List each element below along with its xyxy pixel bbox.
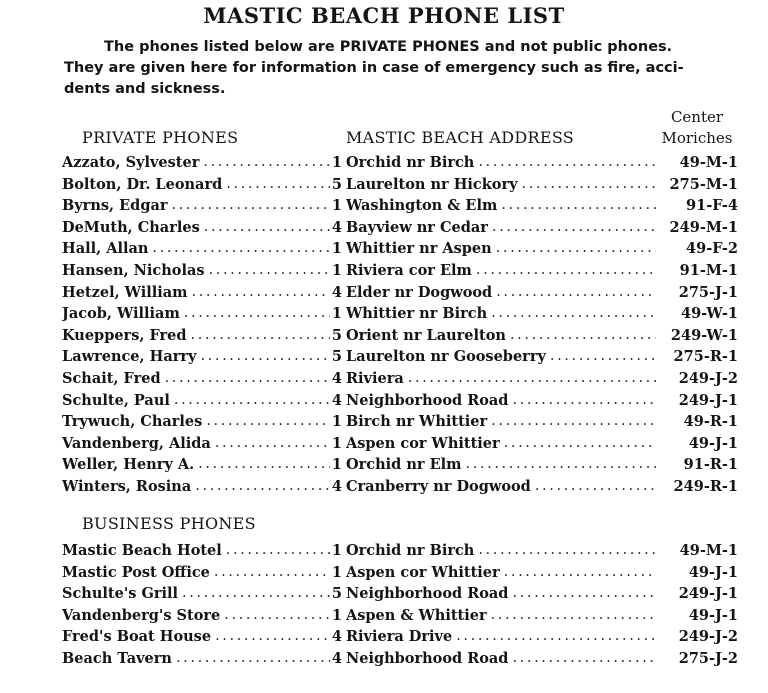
entry-code: 5 [331, 175, 342, 193]
entry-phone-number: 49-F-2 [686, 240, 738, 258]
entry-code: 1 [331, 240, 342, 258]
entry-name-text: Vandenberg's Store [62, 606, 221, 624]
entry-code: 4 [331, 477, 342, 495]
entry-name-text: Hansen, Nicholas [62, 261, 205, 279]
entry-address-text: Riviera Drive [346, 628, 453, 646]
list-item [62, 368, 738, 390]
list-item [62, 346, 738, 368]
list-item [62, 282, 738, 304]
leader-dots [510, 325, 656, 347]
leader-dots [491, 411, 656, 433]
list-item [62, 562, 738, 584]
entry-address [346, 476, 656, 498]
leader-dots [215, 626, 330, 648]
list-item [62, 605, 738, 627]
private-phones-header: PRIVATE PHONES [82, 128, 239, 147]
entry-name-text: Kueppers, Fred [62, 326, 187, 344]
entry-name [62, 238, 330, 260]
entry-address [346, 626, 656, 648]
entry-address [346, 540, 656, 562]
entry-phone-number: 49-M-1 [679, 542, 738, 559]
entry-name [62, 325, 330, 347]
business-phones-list [62, 540, 738, 670]
entry-phone-number: 91-F-4 [686, 197, 738, 215]
entry-code: 1 [331, 434, 342, 452]
leader-dots [226, 174, 330, 196]
entry-name [62, 217, 330, 239]
leader-dots [501, 195, 656, 217]
entry-address-text: Washington & Elm [346, 197, 498, 215]
entry-phone-number: 249-J-1 [678, 585, 738, 603]
leader-dots [214, 562, 330, 584]
entry-name-text: Jacob, William [62, 305, 180, 323]
leader-dots [152, 238, 330, 260]
entry-address-text: Orchid nr Birch [346, 542, 475, 559]
leader-dots [504, 433, 656, 455]
leader-dots [209, 260, 330, 282]
list-item [62, 626, 738, 648]
entry-phone-number: 275-J-2 [678, 649, 738, 667]
entry-phone-number: 249-J-2 [678, 369, 738, 387]
entry-address [346, 411, 656, 433]
entry-code: 1 [331, 154, 342, 171]
entry-code: 5 [331, 326, 342, 344]
entry-name-text: Mastic Post Office [62, 563, 210, 581]
list-item [62, 583, 738, 605]
entry-phone-number: 249-J-2 [678, 628, 738, 646]
list-item [62, 540, 738, 562]
entry-address-text: Riviera [346, 369, 404, 387]
list-item [62, 238, 738, 260]
entry-code: 4 [331, 369, 342, 387]
entry-address [346, 454, 656, 476]
entry-address [346, 303, 656, 325]
entry-code: 4 [331, 218, 342, 236]
entry-address [346, 605, 656, 627]
entry-phone-number: 91-M-1 [679, 261, 738, 279]
entry-name-text: Mastic Beach Hotel [62, 542, 222, 559]
entry-address-text: Birch nr Whittier [346, 413, 488, 431]
entry-address-text: Aspen cor Whittier [346, 434, 500, 452]
entry-address [346, 238, 656, 260]
entry-code: 1 [331, 456, 342, 474]
entry-name-text: Schait, Fred [62, 369, 161, 387]
exchange-header-line-1: Center [670, 108, 724, 126]
leader-dots [191, 325, 331, 347]
entry-name [62, 282, 330, 304]
leader-dots [204, 217, 330, 239]
leader-dots [226, 540, 330, 562]
entry-phone-number: 49-W-1 [680, 305, 738, 323]
leader-dots [512, 648, 656, 670]
leader-dots [512, 583, 656, 605]
entry-name-text: Byrns, Edgar [62, 197, 168, 215]
entry-address-text: Orient nr Laurelton [346, 326, 506, 344]
business-phones-header: BUSINESS PHONES [82, 514, 256, 533]
entry-name [62, 174, 330, 196]
leader-dots [182, 583, 330, 605]
entry-address [346, 195, 656, 217]
entry-phone-number: 91-R-1 [683, 456, 738, 474]
entry-address-text: Cranberry nr Dogwood [346, 477, 531, 495]
entry-address-text: Bayview nr Cedar [346, 218, 488, 236]
entry-address-text: Orchid nr Birch [346, 154, 475, 171]
entry-name-text: Vandenberg, Alida [62, 434, 211, 452]
entry-code: 5 [331, 585, 342, 603]
entry-address-text: Orchid nr Elm [346, 456, 462, 474]
leader-dots [496, 238, 656, 260]
entry-name [62, 648, 330, 670]
leader-dots [195, 476, 330, 498]
leader-dots [496, 282, 656, 304]
entry-code: 1 [331, 542, 342, 559]
leader-dots [522, 174, 656, 196]
entry-name-text: DeMuth, Charles [62, 218, 200, 236]
entry-name-text: Lawrence, Harry [62, 348, 197, 366]
leader-dots [200, 346, 330, 368]
leader-dots [535, 476, 656, 498]
leader-dots [476, 260, 656, 282]
entry-phone-number: 249-J-1 [678, 391, 738, 409]
intro-paragraph [64, 37, 744, 100]
list-item [62, 174, 738, 196]
entry-name-text: Beach Tavern [62, 649, 172, 667]
entry-address-text: Aspen cor Whittier [346, 563, 500, 581]
entry-name [62, 605, 330, 627]
entry-code: 4 [331, 649, 342, 667]
entry-address-text: Laurelton nr Gooseberry [346, 348, 546, 366]
entry-name [62, 260, 330, 282]
leader-dots [504, 562, 656, 584]
entry-address-text: Neighborhood Road [346, 649, 509, 667]
entry-name-text: Schulte's Grill [62, 585, 179, 603]
entry-phone-number: 249-W-1 [670, 326, 738, 344]
entry-address-text: Riviera cor Elm [346, 261, 472, 279]
entry-address [346, 648, 656, 670]
list-item [62, 433, 738, 455]
leader-dots [206, 411, 330, 433]
entry-code: 1 [331, 563, 342, 581]
entry-name [62, 195, 330, 217]
entry-name-text: Hetzel, William [62, 283, 188, 301]
entry-name-text: Hall, Allan [62, 240, 149, 258]
entry-name-text: Fred's Boat House [62, 628, 212, 646]
entry-name-text: Bolton, Dr. Leonard [62, 175, 223, 193]
entry-name-text: Trywuch, Charles [62, 413, 203, 431]
list-item [62, 195, 738, 217]
leader-dots [465, 454, 656, 476]
entry-address [346, 390, 656, 412]
entry-phone-number: 275-M-1 [669, 175, 738, 193]
list-item [62, 454, 738, 476]
entry-name [62, 303, 330, 325]
entry-name [62, 626, 330, 648]
leader-dots [512, 390, 656, 412]
entry-address-text: Neighborhood Road [346, 391, 509, 409]
entry-address-text: Whittier nr Aspen [346, 240, 492, 258]
entry-code: 4 [331, 628, 342, 646]
page-title: MASTIC BEACH PHONE LIST [203, 3, 565, 28]
entry-phone-number: 249-R-1 [673, 477, 738, 495]
entry-name [62, 433, 330, 455]
leader-dots [176, 648, 330, 670]
leader-dots [215, 433, 330, 455]
list-item [62, 390, 738, 412]
list-item [62, 217, 738, 239]
entry-address [346, 260, 656, 282]
entry-code: 1 [331, 197, 342, 215]
exchange-column-header [656, 107, 738, 149]
entry-name [62, 390, 330, 412]
leader-dots [478, 540, 656, 562]
entry-address [346, 433, 656, 455]
entry-name [62, 152, 330, 174]
entry-phone-number: 49-R-1 [683, 413, 738, 431]
entry-name [62, 540, 330, 562]
entry-name-text: Winters, Rosina [62, 477, 192, 495]
list-item [62, 411, 738, 433]
entry-code: 4 [331, 283, 342, 301]
entry-name [62, 562, 330, 584]
entry-name [62, 411, 330, 433]
entry-address [346, 583, 656, 605]
entry-code: 1 [331, 261, 342, 279]
list-item [62, 152, 738, 174]
leader-dots [408, 368, 656, 390]
intro-line-1: The phones listed below are PRIVATE PHONES and not public phones. [104, 39, 673, 55]
leader-dots [478, 152, 656, 174]
entry-name [62, 368, 330, 390]
entry-code: 4 [331, 391, 342, 409]
entry-name-text: Weller, Henry A. [62, 456, 195, 474]
entry-address [346, 282, 656, 304]
entry-address [346, 174, 656, 196]
entry-phone-number: 275-R-1 [673, 348, 738, 366]
private-phones-list [62, 152, 738, 498]
entry-address-text: Whittier nr Birch [346, 305, 488, 323]
entry-phone-number: 49-J-1 [688, 563, 738, 581]
leader-dots [174, 390, 330, 412]
entry-name [62, 454, 330, 476]
entry-phone-number: 49-J-1 [688, 606, 738, 624]
entry-address-text: Laurelton nr Hickory [346, 175, 518, 193]
list-item [62, 260, 738, 282]
leader-dots [492, 217, 656, 239]
entry-address-text: Neighborhood Road [346, 585, 509, 603]
list-item [62, 325, 738, 347]
leader-dots [165, 368, 330, 390]
entry-address [346, 325, 656, 347]
leader-dots [198, 454, 330, 476]
entry-address-text: Elder nr Dogwood [346, 283, 493, 301]
entry-name-text: Azzato, Sylvester [62, 154, 200, 171]
leader-dots [172, 195, 331, 217]
intro-line-2: They are given here for information in case of emergency such as fire, acci- [64, 60, 684, 76]
address-column-header: MASTIC BEACH ADDRESS [346, 128, 575, 147]
entry-name [62, 583, 330, 605]
list-item [62, 476, 738, 498]
entry-address [346, 562, 656, 584]
leader-dots [203, 152, 330, 174]
entry-phone-number: 49-M-1 [679, 154, 738, 171]
list-item [62, 303, 738, 325]
leader-dots [456, 626, 656, 648]
entry-code: 1 [331, 413, 342, 431]
entry-name [62, 476, 330, 498]
entry-code: 1 [331, 606, 342, 624]
entry-phone-number: 249-M-1 [669, 218, 738, 236]
entry-address [346, 152, 656, 174]
entry-code: 1 [331, 305, 342, 323]
leader-dots [184, 303, 330, 325]
entry-address-text: Aspen & Whittier [346, 606, 487, 624]
leader-dots [224, 605, 330, 627]
leader-dots [550, 346, 656, 368]
entry-name [62, 346, 330, 368]
intro-line-3: dents and sickness. [64, 81, 226, 97]
entry-address [346, 368, 656, 390]
exchange-header-line-2: Moriches [661, 129, 733, 147]
entry-code: 5 [331, 348, 342, 366]
leader-dots [192, 282, 331, 304]
entry-phone-number: 275-J-1 [678, 283, 738, 301]
entry-name-text: Schulte, Paul [62, 391, 170, 409]
entry-phone-number: 49-J-1 [688, 434, 738, 452]
entry-address [346, 346, 656, 368]
entry-address [346, 217, 656, 239]
leader-dots [491, 303, 656, 325]
leader-dots [491, 605, 656, 627]
list-item [62, 648, 738, 670]
